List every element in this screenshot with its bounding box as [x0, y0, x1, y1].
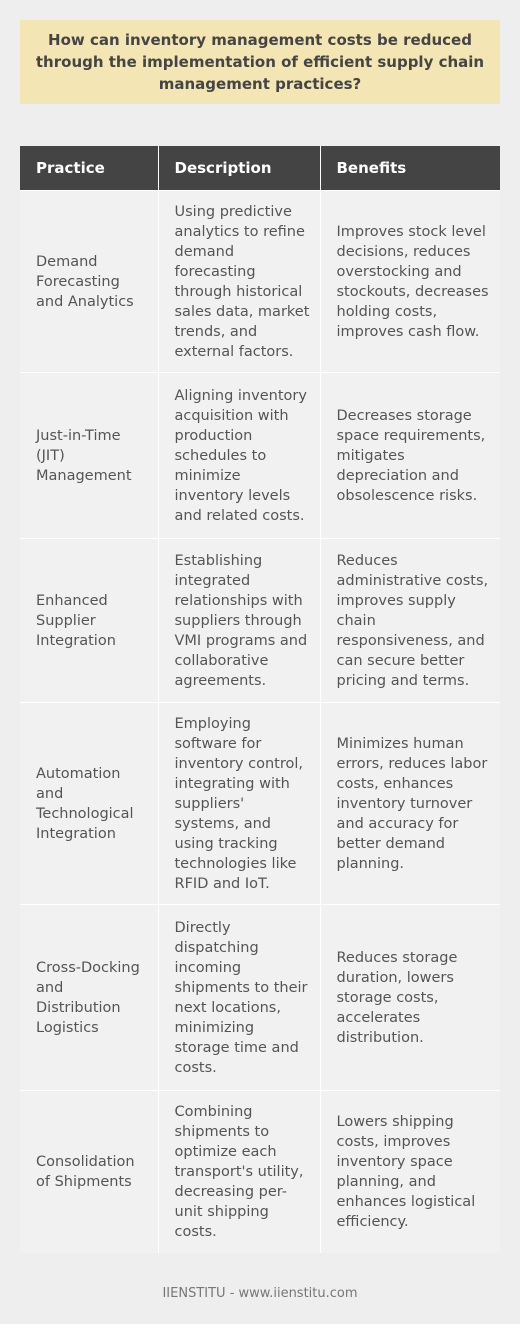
table-row: [20, 191, 500, 373]
practice-cell: Just-in-Time (JIT) Management: [20, 373, 158, 539]
footer-credit: IIENSTITU - www.iienstitu.com: [162, 1286, 358, 1301]
table-row: [20, 1091, 500, 1253]
practices-table: [20, 146, 500, 1253]
practice-cell: Cross-Docking and Distribution Logistics: [20, 905, 158, 1091]
benefits-cell: Improves stock level decisions, reduces overstocking and stockouts, decreases holding costs, improves cash flow.: [320, 191, 500, 373]
table-row: [20, 373, 500, 539]
description-cell: Combining shipments to optimize each transport's utility, decreasing per-unit shipping costs.: [158, 1091, 320, 1253]
benefits-cell: Decreases storage space requirements, mitigates depreciation and obsolescence risks.: [320, 373, 500, 539]
description-cell: Aligning inventory acquisition with production schedules to minimize inventory levels and related costs.: [158, 373, 320, 539]
table-row: [20, 905, 500, 1091]
table-header-row: [20, 146, 500, 191]
practice-cell: Automation and Technological Integration: [20, 703, 158, 905]
benefits-cell: Lowers shipping costs, improves inventory space planning, and enhances logistical efficiency.: [320, 1091, 500, 1253]
benefits-cell: Reduces administrative costs, improves supply chain responsiveness, and can secure better pricing and terms.: [320, 539, 500, 703]
practice-cell: Enhanced Supplier Integration: [20, 539, 158, 703]
benefits-cell: Reduces storage duration, lowers storage costs, accelerates distribution.: [320, 905, 500, 1091]
page-title: How can inventory management costs be reduced through the implementation of efficient supply chain management practices?: [35, 31, 485, 93]
table-row: [20, 703, 500, 905]
description-cell: Establishing integrated relationships with suppliers through VMI programs and collaborative agreements.: [158, 539, 320, 703]
description-cell: Directly dispatching incoming shipments to their next locations, minimizing storage time and costs.: [158, 905, 320, 1091]
header-description: Description: [158, 146, 320, 191]
practice-cell: Consolidation of Shipments: [20, 1091, 158, 1253]
description-cell: Employing software for inventory control, integrating with suppliers' systems, and using tracking technologies like RFID and IoT.: [158, 703, 320, 905]
description-cell: Using predictive analytics to refine demand forecasting through historical sales data, market trends, and external factors.: [158, 191, 320, 373]
benefits-cell: Minimizes human errors, reduces labor costs, enhances inventory turnover and accuracy for better demand planning.: [320, 703, 500, 905]
header-practice: Practice: [20, 146, 158, 191]
table-row: [20, 539, 500, 703]
header-benefits: Benefits: [320, 146, 500, 191]
practice-cell: Demand Forecasting and Analytics: [20, 191, 158, 373]
title-box: [20, 20, 500, 104]
